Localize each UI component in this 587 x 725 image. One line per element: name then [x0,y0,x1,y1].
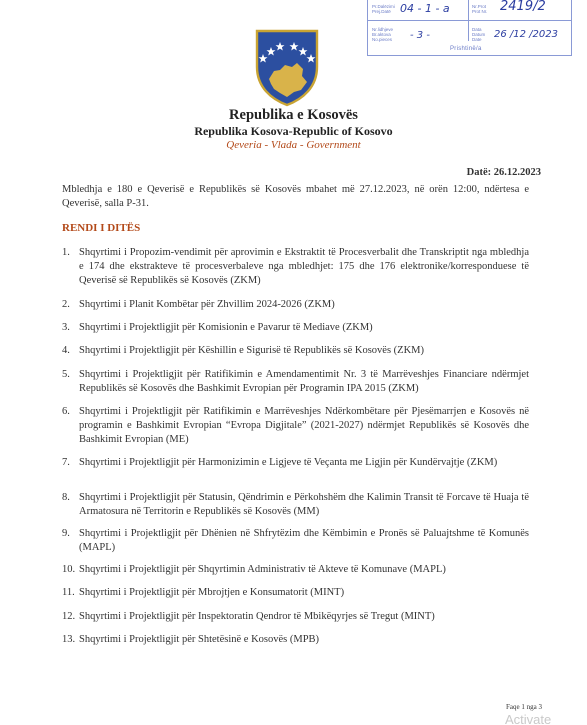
agenda-item-text: Shqyrtimi i Planit Kombëtar për Zhvillim 2024-2026 (ZKM) [79,299,335,310]
header-republic-multilingual: Republika Kosova-Republic of Kosovo [194,124,393,138]
agenda-item-1 [62,246,529,288]
activate-windows-overlay: Activate [505,712,552,725]
agenda-item-number: 3. [62,322,70,333]
agenda-title: RENDI I DITËS [62,222,141,234]
stamp-pieces-value: - 3 - [410,30,430,41]
registry-stamp [367,0,572,56]
date-label: Datë: [466,167,492,178]
agenda-item-8 [62,491,529,519]
stamp-protocol-value: 2419/2 [500,0,546,14]
agenda-item-text: Shqyrtimi i Projektligjit për Ratifikimin e Marrëveshjes Ndërkombëtare për Pjesëmarrjen e Kosovës në programin e Bashkimit Evropian “Evropa Digjitale” (2021-2027) ndërmjet Republikës së Kosovës dhe Bashkimit Evropian (ME) [79,406,529,445]
page-number: Faqe 1 nga 3 [506,703,542,711]
agenda-item-number: 10. [62,564,76,575]
agenda-item-text: Shqyrtimi i Projektligjit për Ratifikimin e Amendamentimit Nr. 3 të Marrëveshjes Financiare ndërmjet Republikës së Kosovës dhe Bashkimit Evropian për Programin IPA 2015 (ZKM) [79,369,529,394]
agenda-item-number: 11. [62,587,75,598]
document-date [467,167,541,178]
stamp-label-pieces: Nr.lidhjeve Br.aktova No.pieces [372,27,394,42]
agenda-item-9 [62,527,529,555]
agenda-item-text: Shqyrtimi i Projektligjit për Komisionin e Pavarur të Mediave (ZKM) [79,322,373,333]
header-government: Qeveria - Vlada - Government [226,139,361,151]
agenda-item-6 [62,405,529,447]
agenda-item-text: Shqyrtimi i Projektligjit për Mbrojtjen e Konsumatorit (MINT) [79,587,345,598]
stamp-vertical-divider [468,0,469,41]
date-value: 26.12.2023 [493,167,541,178]
agenda-item-number: 5. [62,369,70,380]
agenda-item-text: Shqyrtimi i Propozim-vendimit për aprovimin e Ekstraktit të Procesverbalit dhe Transkriptit nga mbledhja e 174 dhe ekstrakteve të procesverbaleve nga mbledhjet: 175 dhe 176 elektronike/korresponduese të Qeverisë së Republikës së Kosovës (ZKM) [79,247,529,286]
agenda-item-number: 2. [62,299,70,310]
stamp-label-date: Data Datum Date [472,27,486,42]
agenda-item-text: Shqyrtimi i Projektligjit për Shtetësinë e Kosovës (MPB) [79,634,320,645]
agenda-item-number: 4. [62,345,70,356]
agenda-item-text: Shqyrtimi i Projektligjit për Statusin, Qëndrimin e Përkohshëm dhe Kalimin Transit të Forcave të Huaja të Armatosura në Territorin e Republikës së Kosovës (MM) [79,492,529,517]
agenda-item-13 [62,633,529,647]
agenda-item-2 [62,298,529,312]
agenda-item-text: Shqyrtimi i Projektligjit për Inspektoratin Qendror të Mbikëqyrjes së Tregut (MINT) [79,611,435,622]
agenda-item-number: 6. [62,406,70,417]
agenda-item-number: 7. [62,457,70,468]
agenda-item-number: 9. [62,528,70,539]
agenda-item-3 [62,321,529,335]
agenda-item-number: 13. [62,634,76,645]
agenda-item-11 [62,586,529,600]
agenda-item-7 [62,456,529,470]
stamp-place: Prishtinë/a [450,46,482,52]
stamp-label-protocol: Nr.Prot Prot Nr. [472,4,488,14]
stamp-label-received: Pr.Dalëzimi Prej.Datë [372,4,395,14]
agenda-item-number: 8. [62,492,70,503]
agenda-item-text: Shqyrtimi i Projektligjit për Këshillin e Sigurisë të Republikës së Kosovës (ZKM) [79,345,425,356]
stamp-divider [368,20,571,21]
meeting-intro: Mbledhja e 180 e Qeverisë e Republikës së Kosovës mbahet më 27.12.2023, në orën 12:00, ndërtesa e Qeverisë, salla P-31. [62,184,529,209]
kosovo-emblem-icon [247,27,327,107]
stamp-date-value: 26 /12 /2023 [494,29,558,40]
stamp-received-value: 04 - 1 - a [400,2,450,15]
agenda-item-text: Shqyrtimi i Projektligjit për Shqyrtimin Administrativ të Akteve të Komunave (MAPL) [79,564,446,575]
agenda-item-number: 12. [62,611,76,622]
header-republic-albanian: Republika e Kosovës [229,107,358,123]
agenda-item-12 [62,610,529,624]
agenda-item-text: Shqyrtimi i Projektligjit për Harmonizimin e Ligjeve të Veçanta me Ligjin për Kundërvajtje (ZKM) [79,457,498,468]
agenda-item-number: 1. [62,247,70,258]
agenda-item-5 [62,368,529,396]
agenda-item-text: Shqyrtimi i Projektligjit për Dhënien në Shfrytëzim dhe Këmbimin e Pronës së Paluajtshme të Komunës (MAPL) [79,528,529,553]
agenda-item-4 [62,344,529,358]
agenda-item-10 [62,563,529,577]
